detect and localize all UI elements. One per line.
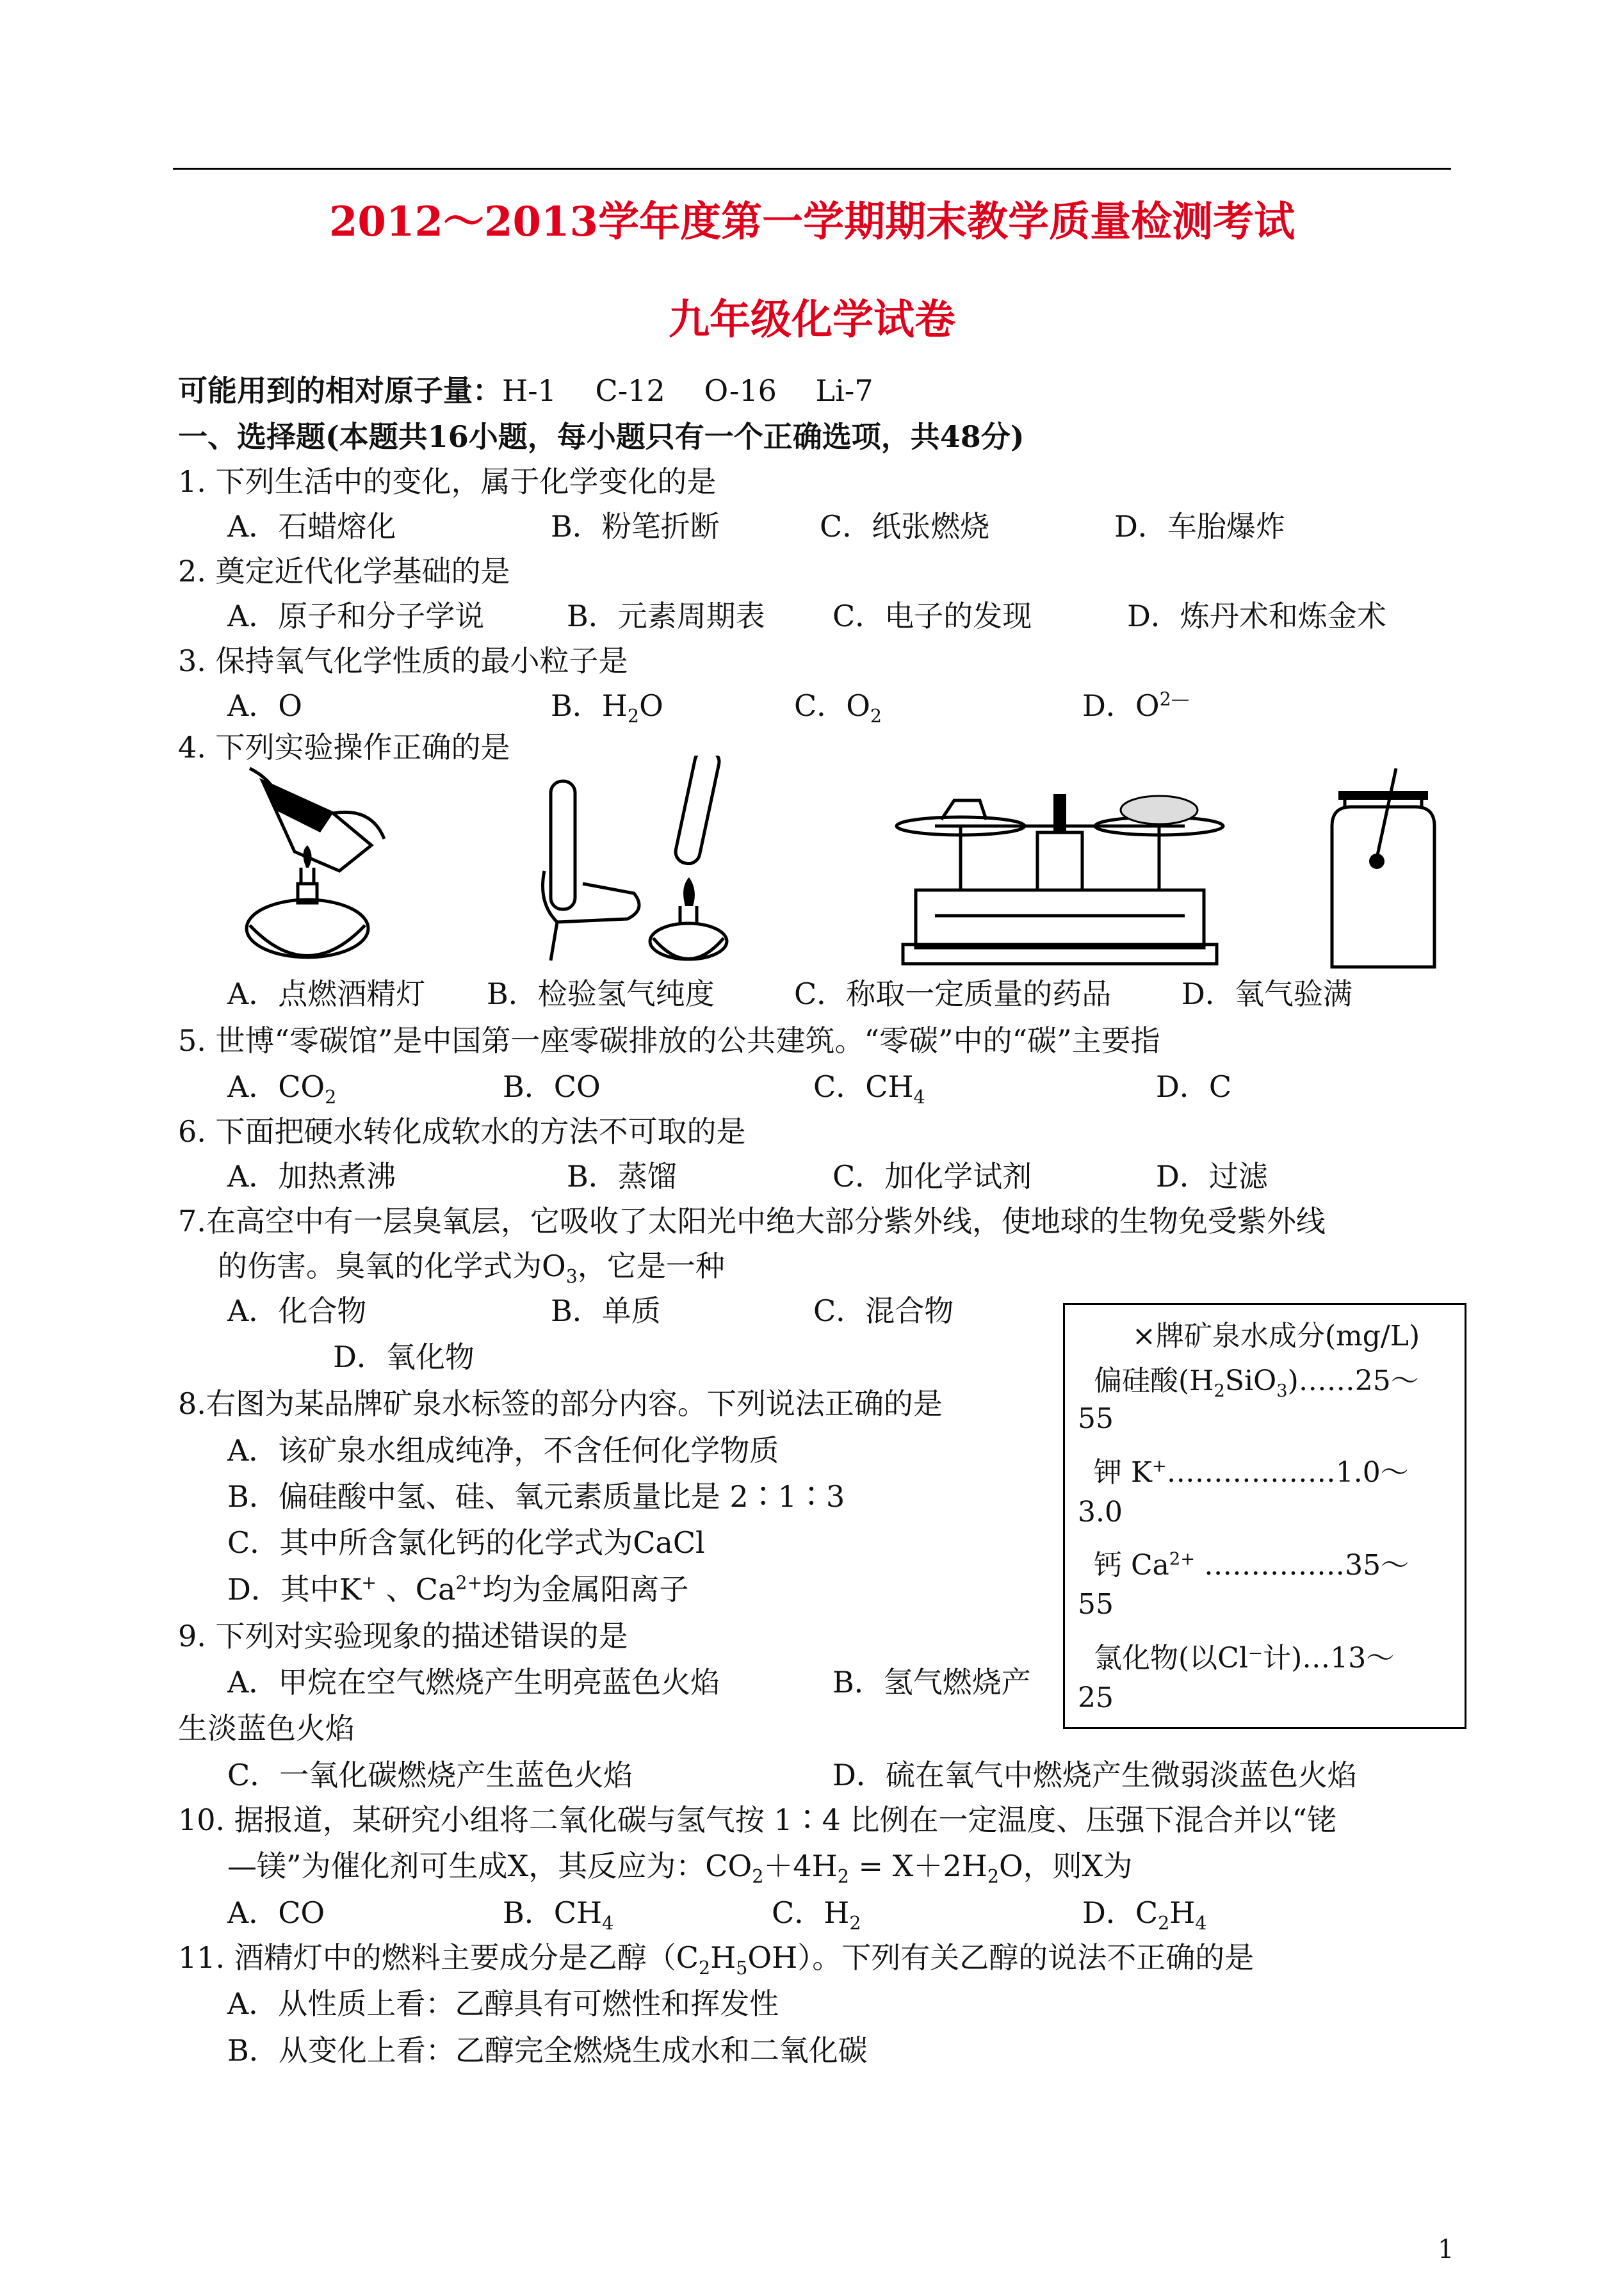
q9-option-c: C．一氧化碳燃烧产生蓝色火焰 (227, 1758, 633, 1792)
question-11-stem: 11. 酒精灯中的燃料主要成分是乙醇$(C_2H_5OH)$。下列有关乙醇的说法不正确的是 (178, 1940, 1255, 1979)
question-9-stem: 9. 下列对实验现象的描述错误的是 (178, 1619, 628, 1653)
question-6-stem: 6. 下面把硬水转化成软水的方法不可取的是 (178, 1114, 746, 1149)
q3-option-d: D．$O^{2—}$ (1082, 688, 1190, 723)
q10-option-b: B．$CH_4$ (503, 1895, 614, 1934)
q2-option-d: D．炼丹术和炼金术 (1127, 599, 1386, 633)
q8-option-d: D．其中K+ 、$Ca^{2+}$均为金属阳离子 (227, 1572, 689, 1607)
question-7-line1: 7.在高空中有一层臭氧层，它吸收了太阳光中绝大部分紫外线，使地球的生物免受紫外线 (178, 1204, 1326, 1238)
q1-option-a: A．石蜡熔化 (227, 509, 396, 544)
figure-c-balance (890, 756, 1230, 973)
label-potassium-cont: 3.0 (1078, 1496, 1123, 1529)
q6-option-d: D．过滤 (1156, 1159, 1268, 1194)
q8-option-c: C．其中所含氯化钙的化学式为CaCl (227, 1525, 705, 1560)
section-heading: 一、选择题(本题共16小题，每小题只有一个正确选项，共48分) (178, 419, 1025, 454)
figure-b-hydrogen-test (532, 756, 762, 973)
q5-option-d: D．C (1156, 1069, 1232, 1104)
q5-option-c: C．$CH_4$ (813, 1069, 925, 1108)
question-3-stem: 3. 保持氧气化学性质的最小粒子是 (178, 644, 628, 678)
q9-option-b: B．氢气燃烧产 (832, 1665, 1031, 1699)
q5-option-a: A．$CO_2$ (227, 1069, 337, 1108)
q1-option-d: D．车胎爆炸 (1114, 509, 1285, 544)
q8-option-a: A．该矿泉水组成纯净，不含任何化学物质 (227, 1433, 779, 1468)
label-calcium: 钙 $Ca^{2+}$ ……………35～ (1094, 1549, 1409, 1582)
q10-option-c: C．$H_2$ (772, 1895, 861, 1934)
q5-option-b: B．CO (503, 1069, 601, 1104)
q9-option-d: D．硫在氧气中燃烧产生微弱淡蓝色火焰 (832, 1758, 1357, 1792)
q1-option-c: C．纸张燃烧 (820, 509, 990, 544)
q7-option-b: B．单质 (551, 1293, 661, 1328)
question-1-stem: 1. 下列生活中的变化，属于化学变化的是 (178, 464, 717, 499)
q6-option-a: A．加热煮沸 (227, 1159, 396, 1194)
q3-option-a: A．O (227, 688, 302, 723)
figure-d-oxygen-bottle (1313, 756, 1454, 973)
q11-option-b: B．从变化上看：乙醇完全燃烧生成水和二氧化碳 (227, 2033, 868, 2068)
q1-option-b: B．粉笔折断 (551, 509, 720, 544)
q4-option-c: C．称取一定质量的药品 (794, 977, 1112, 1011)
label-chloride: 氯化物(以Cl⁻计)…13～ (1094, 1642, 1395, 1675)
figure-a-alcohol-lamp (224, 756, 403, 973)
q6-option-b: B．蒸馏 (567, 1159, 677, 1194)
question-4-stem: 4. 下列实验操作正确的是 (178, 730, 510, 765)
question-10-line2: —镁”为催化剂可生成X，其反应为：$CO_2+4H_2 = X+2H_2O$，则X为 (227, 1849, 1133, 1888)
label-calcium-cont: 55 (1078, 1588, 1114, 1621)
question-7-line2: 的伤害。臭氧的化学式为$O_3$，它是一种 (218, 1249, 725, 1288)
label-silicic-acid-cont: 55 (1078, 1402, 1114, 1435)
q10-option-a: A．CO (227, 1895, 325, 1930)
exam-subtitle: 九年级化学试卷 (669, 296, 955, 344)
question-5-stem: 5. 世博“零碳馆”是中国第一座零碳排放的公共建筑。“零碳”中的“碳”主要指 (178, 1023, 1160, 1058)
atomic-mass-values: H-1 C-12 O-16 Li-7 (502, 373, 873, 408)
q2-option-b: B．元素周期表 (567, 599, 765, 633)
question-10-line1: 10. 据报道，某研究小组将二氧化碳与氢气按 1∶4 比例在一定温度、压强下混合并以“铑 (178, 1803, 1337, 1837)
page-number: 1 (1438, 2235, 1454, 2264)
label-potassium: 钾 K+………………1.0～ (1094, 1456, 1409, 1489)
q11-option-a: A．从性质上看：乙醇具有可燃性和挥发性 (227, 1986, 779, 2021)
q7-option-d: D．氧化物 (333, 1340, 475, 1374)
mineral-water-label (1063, 1303, 1466, 1729)
q4-option-a: A．点燃酒精灯 (227, 977, 426, 1011)
atomic-mass-line (178, 373, 873, 409)
q6-option-c: C．加化学试剂 (832, 1159, 1032, 1194)
label-title: ×牌矿泉水成分(mg/L) (1132, 1320, 1420, 1352)
experiment-figures (211, 756, 1460, 973)
label-chloride-cont: 25 (1078, 1682, 1114, 1714)
label-silicic-acid: 偏硅酸$(H_2SiO_3)\dots\dots 25\sim$ (1094, 1365, 1419, 1401)
exam-title: 2012～2013学年度第一学期期末教学质量检测考试 (329, 198, 1295, 246)
atomic-mass-label: 可能用到的相对原子量： (178, 373, 502, 408)
q2-option-c: C．电子的发现 (832, 599, 1032, 633)
question-2-stem: 2. 奠定近代化学基础的是 (178, 554, 510, 588)
q4-option-d: D．氧气验满 (1181, 977, 1352, 1011)
q4-option-b: B．检验氢气纯度 (487, 977, 715, 1011)
q9-option-b-cont: 生淡蓝色火焰 (178, 1711, 355, 1746)
q8-option-b: B．偏硅酸中氢、硅、氧元素质量比是 2∶1∶3 (227, 1479, 845, 1514)
q2-option-a: A．原子和分子学说 (227, 599, 485, 633)
header-rule (173, 168, 1451, 170)
q9-option-a: A．甲烷在空气燃烧产生明亮蓝色火焰 (227, 1665, 720, 1699)
q7-option-a: A．化合物 (227, 1293, 367, 1328)
q3-option-c: C．$O_2$ (794, 688, 882, 727)
q10-option-d: D．$C_2H_4$ (1082, 1895, 1207, 1934)
q7-option-c: C．混合物 (813, 1293, 954, 1328)
question-8-stem: 8.右图为某品牌矿泉水标签的部分内容。下列说法正确的是 (178, 1386, 943, 1421)
q3-option-b: B．$H_2O$ (551, 688, 663, 727)
